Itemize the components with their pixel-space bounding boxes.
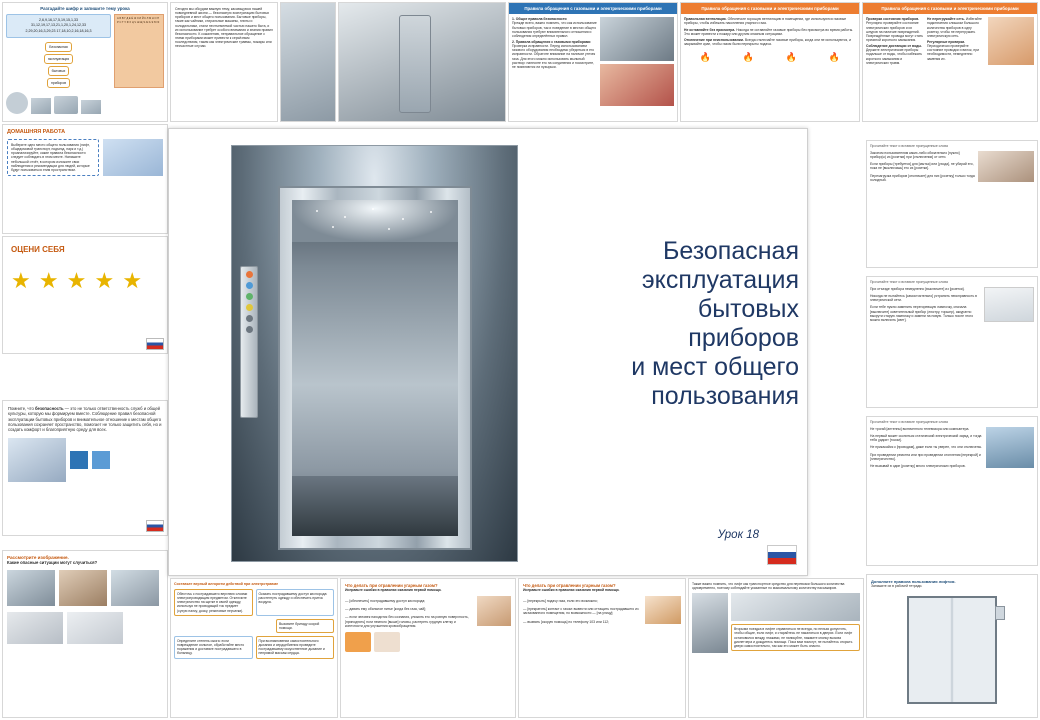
homework-title: ДОМАШНЯЯ РАБОТА [7, 129, 66, 135]
gas3-b1: Регулярно проверяйте состояние электрических приборов и их шнуров на наличие повреждений. Повреждённые провода могут стать причиной короткого замыкания. [866, 21, 923, 42]
aid2-line-3: — вызвать [скорую помощь] по телефону 103 или 112; [523, 619, 610, 624]
gas1-s1-title: 1. Общие правила безопасности [512, 17, 567, 22]
homework-illustration [103, 139, 163, 176]
fill1-header: Прочитайте текст и вставьте пропущенные слова [870, 144, 948, 148]
thumb-algorithm[interactable] [170, 578, 338, 718]
aid1-line-1: — [обеспечить] пострадавшему доступ кислорода; [345, 599, 426, 604]
aid2-line-1: — [перекрыть] подачу газа, если это возможно; [523, 599, 598, 604]
title-line-3: бытовых [697, 295, 799, 323]
lift-door-frame [278, 186, 472, 550]
thumb-first-aid-1[interactable] [340, 578, 516, 718]
today-topic-text: Сегодня мы обсудим важную тему, касающуюся нашей повседневной жизни — безопасную эксплуатацию бытовых приборов и мест общего пользования. Бытовые приборы, такие как чайники, стиральные машины, плиты и холодильники, стали неотъемлемой частью нашего быта, и их использование требует особого внимания и знания правил безопасности. К сожалению, неправильное обращение с этими приборами может привести к серьёзным последствиям, таким как электрические травмы, пожары или несчастные случаи. [175, 7, 273, 49]
thumb-fill-in-1[interactable] [866, 140, 1038, 268]
lift-call-panel[interactable] [995, 606, 1005, 620]
lesson-number: Урок 18 [717, 529, 759, 541]
flame-icon-2: 🔥 [742, 52, 755, 63]
situation-photo-2 [59, 570, 107, 606]
fill2-line-1: При отъезде прибора немедленно [выключите] из [розетки]. [870, 287, 965, 291]
situation-photo-4 [7, 612, 63, 644]
flame-icon-3: 🔥 [785, 52, 798, 63]
lift-rules-text: Вторыми поездка в лифте справляться не всегда, но нельзя допустить, чтобы общие, если лифт, и старайтесь не накаляться в дверях. Если лифт остановился между этажами, не паникуйте, нажмите кнопку вызова диспетчера и дождитесь помощи. Пока вам помогут, не пытайтесь открыть двери самостоятельно, так как это может быть опасно. [731, 624, 860, 651]
fill2-line-3: Если тебе нужно заменить перегоревшую лампочку, сначала [выключите] осветительный прибор (люстру, торшер), аккуратно выкрути старую лампочку и замени на новую. Только после этого можно включить [свет]. [870, 305, 974, 322]
cipher-codes [6, 14, 111, 38]
situation-photo-1 [7, 570, 55, 606]
algo-step-5: При возникновении самостоятельного дыхания и сердцебиения проведите пострадавшему искусственное дыхание и непрямой массаж сердца. [256, 636, 335, 659]
title-line-1: Безопасная [662, 237, 799, 265]
thumb-fill-in-2[interactable] [866, 276, 1038, 408]
aid1-line-2: — давать ему обильное питье [когда без газа, чай]; [345, 607, 427, 612]
situation-photo-3 [111, 570, 159, 606]
lift-floor [292, 476, 458, 536]
cipher-answer-2: эксплуатация [44, 54, 73, 64]
aid1-title: Что делать при отравлении угарным газом? [345, 583, 438, 588]
thumb-lift-note[interactable] [688, 578, 864, 718]
fill2-line-2: Никогда не пытайтесь [самостоятельно] устранять неисправность в электрической сети. [870, 294, 977, 303]
gas3-b2-title: Не перегружайте сеть. [927, 17, 965, 22]
fill1-photo [978, 151, 1034, 182]
thumb-lift-rules-task[interactable] [866, 574, 1038, 718]
lift-task-title: Дополните правила пользования лифтом. [871, 579, 956, 584]
title-line-4: приборов [688, 324, 799, 352]
aid2-photo [645, 596, 681, 624]
flame-icon-1: 🔥 [699, 52, 712, 63]
appliance-icon-2 [31, 98, 51, 114]
gas1-s1-body: Прежде всего, важно помнить, что как использование бытовых приборов, так и поведение в местах общего пользования требуют внимательного отношения и соблюдения определённых правил. [512, 21, 597, 38]
cipher-answer-1: Безопасная [45, 42, 71, 52]
algo-step-1: Обесточь с пострадавшего верхнюю слоями электропроводящим предметом. Отключите электричество на щитке в своей одежду, используя не проводящий ток предмет (сухую палку, доску, резиновые перчатки). [174, 589, 253, 616]
thumb-remember[interactable] [2, 400, 168, 536]
algo-header: Составьте верный алгоритм действий при электротравме [174, 582, 279, 586]
page-title [527, 237, 799, 411]
gas2-b3: Всегда отключайте газовые приборы, когда они не используются, и закрывайте кран, чтобы газом были перекрыты подача. [684, 37, 851, 46]
fill1-line-2: Если приборы [требуется] для [мытья] или [ухода], не убирай его, пока не [выключишь] его из [розетки]. [870, 162, 974, 171]
power-lines-photo [986, 427, 1034, 468]
gas2-header: Правила обращения с газовыми и электрическими приборами [681, 3, 859, 14]
lift-ceiling-lights [292, 200, 458, 242]
flame-icon-4: 🔥 [828, 52, 841, 63]
orange-icon-2 [374, 632, 400, 652]
thumb-photo-man[interactable] [280, 2, 336, 122]
orange-icon-1 [345, 632, 371, 652]
russian-flag-icon-2 [146, 520, 164, 532]
thumb-photo-lift-buttons[interactable] [338, 2, 506, 122]
algo-step-2: Оказать пострадавшему доступ кислорода: расстегнуть одежду и обеспечить приток воздуха. [256, 589, 335, 616]
lift-note-text: Также важно помнить, что лифт как транспортное средство для перевозки большого количества одновременно, поэтому соблюдайте указанные по максимальному количеству пассажиров. [692, 582, 845, 591]
cipher-title: Разгадайте шифр и запишите тему урока [40, 6, 130, 11]
remember-text [8, 406, 162, 432]
title-line-2: эксплуатация [641, 266, 799, 294]
algo-step-4: Определите степень ожога: если повреждение сильное, обработайте место поражения и доставьте пострадавшего в больницу. [174, 636, 253, 659]
gas3-header: Правила обращения с газовыми и электрическими приборами [863, 3, 1037, 14]
lift-interior-photo [231, 145, 518, 562]
gas3-b2: Избегайте подключения слишком большого количества приборов в одну розетку, чтобы не перегружать электрическую сеть. [927, 17, 982, 38]
lift-people-photo [731, 593, 860, 621]
lift-buttons-photo [339, 3, 505, 121]
fire-extinguisher-photo [600, 64, 674, 106]
fill1-line-1: Законом пользователям каких-либо обязательно [нужно] прибор(ы) из [розетки] при [отключении] от сети. [870, 151, 960, 160]
thumb-look-at-image[interactable] [2, 550, 168, 718]
thumb-cipher[interactable] [2, 2, 168, 122]
gas1-s2-body: Проверка исправности. Перед использованием газового оборудования необходимо убедиться в его исправности. Обратите внимание на наличие утечек газа. Для этого можно использовать мыльный раствор: нанесите его на соединения и посмотрите, не появляются ли пузырьки. [512, 44, 596, 69]
remember-body: — это не только ответственность служб и общей культуры, которую мы формируем вместе. Соблюдение правил безопасной эксплуатации бытовых приборов и внимательное отношение к местам общего пользования сохраняет пространство, помогает не только защитить себя, но и создать комфорт и благоприятную среду для всех. [8, 406, 162, 432]
lift-panel-photo [692, 593, 728, 653]
cipher-code-3: 2,29,20,16,3,29,23 17,18,10,2,16,18,16,3 [25, 28, 92, 33]
cipher-code-2: 31,12,19,17,13,21,1,20,1,24,12,33 [31, 23, 86, 28]
gas-stove-photo [600, 17, 674, 61]
thumb-today-topic[interactable] [170, 2, 278, 122]
thumb-fill-in-3[interactable] [866, 416, 1038, 566]
gas1-s2-title: 2. Правила обращения с газовыми приборами [512, 39, 591, 44]
lift-cabin [292, 200, 458, 536]
star-rating[interactable]: ★ ★ ★ ★ ★ [11, 268, 144, 293]
blue-square-icon [70, 451, 88, 469]
gas3-b3-title: Соблюдение дистанции от воды. [866, 44, 923, 49]
title-line-5: и мест общего [631, 353, 799, 381]
fill3-header: Прочитайте текст и вставьте пропущенные слова [870, 420, 948, 424]
cipher-answer-3: бытовых [48, 66, 70, 76]
gas2-b1-title: Правильная вентиляция. [684, 17, 727, 22]
homework-body: Выберите одно место общего пользования (лифт, общедомовой транспорт, подъезд, парк и т.д.) проанализируйте, какие правила безопасности следует соблюдать в этом месте. Напишите небольшой отчёт, в котором изложите свои наблюдения и рекомендации для людей, которые будут пользоваться этим пространством. [7, 139, 99, 176]
gas2-b1: Обеспечьте хорошую вентиляцию в помещении, где используются газовые приборы, чтобы избежать накопления угарного газа. [684, 17, 847, 26]
gas3-b1-title: Проверка состояния приборов. [866, 17, 920, 22]
remember-illustration [8, 438, 66, 482]
aid2-line-2: — [прекратить] контакт с газом: вывести или оттащить пострадавшего из загазованного помещения, по возможности — [на улицу]; [523, 607, 639, 616]
fill3-line-5: Не вызывай в один [розетку] много электрических приборов. [870, 463, 966, 468]
lift-doors-illustration [907, 596, 997, 704]
blue-square-icon-2 [92, 451, 110, 469]
cipher-code-1: 2,6,9,16,17,5,19,15,1,33 [39, 18, 78, 22]
gas3-b4-title: Регулярные проверки. [927, 39, 966, 44]
water-heater-photo [984, 287, 1034, 322]
fill1-line-3: Перезагрузка приборов [отключает] для них [розетку] только тогда холодный. [870, 173, 975, 182]
gas2-b2: Никогда не оставляйте газовые приборы без присмотра во время работы. Это может привести к пожару или другим опасным ситуациям. [684, 27, 854, 36]
title-line-6: пользования [651, 382, 799, 410]
aid1-line-3: — если человек находится без сознания, уложить его на ровную поверхность, [приподнять] ноги немного [выше] головы, растереть грудную клетку и конечности для улучшения кровообращения. [345, 615, 469, 628]
thumb-self-assessment[interactable] [2, 236, 168, 354]
gas2-b3-title: Отключение при неиспользовании. [684, 37, 744, 42]
russian-flag-icon [146, 338, 164, 350]
thumb-homework[interactable] [2, 124, 168, 234]
remember-lead: Помните, что [8, 406, 34, 411]
fill3-line-4: При проведении ремонта или при проведении отопления [перекрой] и [электричество]. [870, 452, 981, 461]
kettle-icon [81, 100, 101, 114]
aid2-title: Что делать при отравлении угарным газом? [523, 583, 616, 588]
aid1-photo [477, 596, 511, 626]
selfcheck-title: ОЦЕНИ СЕБЯ [11, 245, 65, 254]
look-title: Рассмотрите изображение. [7, 555, 69, 560]
gas3-b3: Держите электрические приборы подальше от воды, чтобы избежать короткого замыкания и электрических травм. [866, 48, 923, 65]
man-photo [281, 3, 335, 121]
aid1-subtitle: Исправьте ошибки в правилах оказания первой помощи. [345, 588, 442, 592]
look-subtitle: Какие опасные ситуации могут случиться? [7, 560, 98, 565]
algo-step-3: Вызовите бригаду скорой помощи. [276, 619, 334, 633]
fill2-header: Прочитайте текст и вставьте пропущенные слова [870, 280, 948, 284]
lift-control-panel[interactable] [240, 266, 258, 418]
remember-bold: безопасность [34, 406, 64, 411]
gas3-b4: Периодически проверяйте состояние проводки и вилок, при необходимости, немедленно заменяя их. [927, 44, 980, 61]
gas1-header: Правила обращения с газовыми и электрическими приборами [509, 3, 677, 14]
cipher-alphabet-grid: А Б В Г Д Е Ё Ж З И Й К Л М Н О П Р С Т У Ф Х Ц Ч Ш Щ Ъ Ы Ь Э Ю Я [114, 14, 164, 88]
cipher-answer-4: приборов [47, 78, 70, 88]
washing-machine-icon [54, 96, 78, 114]
person-illustration [988, 17, 1034, 65]
gas2-b2-title: Не оставляйте без присмотра. [684, 27, 736, 32]
thumb-gas-rules-1[interactable] [508, 2, 678, 122]
fill3-line-1: Не трогай [антенны] включенного телевизора или компьютера. [870, 427, 970, 431]
main-slide[interactable] [168, 128, 808, 576]
thumb-gas-rules-3[interactable] [862, 2, 1038, 122]
thumb-gas-rules-2[interactable] [680, 2, 860, 122]
aid2-subtitle: Исправьте ошибки в правилах оказания первой помощи. [523, 588, 620, 592]
thumb-first-aid-2[interactable] [518, 578, 686, 718]
fill3-line-3: Не прикасайся к [проводам], даже если ты уверен, что они отключены. [870, 445, 982, 450]
fill3-line-2: На первый может скопиться статический электрический заряд, и тогда тебя ударит [током]. [870, 434, 982, 443]
russian-flag-icon-main [767, 545, 797, 565]
appliance-icon-1 [6, 92, 28, 114]
lift-task-subtitle: Запишите их в рабочей тетради. [871, 584, 923, 588]
situation-photo-5 [67, 612, 123, 644]
